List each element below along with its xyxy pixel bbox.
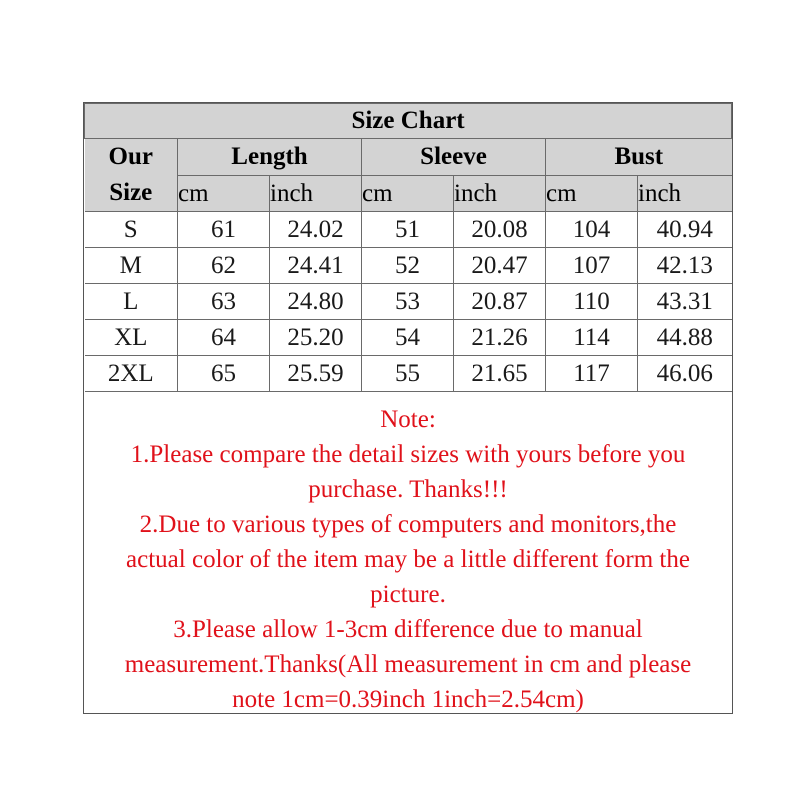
sleeve-header: Sleeve [362,139,546,176]
table-cell: 63 [178,284,270,320]
unit-bust-cm: cm [546,176,638,212]
table-cell: 21.65 [454,356,546,392]
note-line: purchase. Thanks!!! [308,476,508,503]
table-cell: 55 [362,356,454,392]
note-line: picture. [370,581,446,608]
table-row [85,212,732,248]
size-cell: 2XL [85,356,178,392]
our-size-line-2: Size [109,179,153,206]
size-cell: L [85,284,178,320]
table-row [85,320,732,356]
table-cell: 54 [362,320,454,356]
table-cell: 20.87 [454,284,546,320]
table-cell: 114 [546,320,638,356]
table-cell: 64 [178,320,270,356]
table-cell: 53 [362,284,454,320]
bust-header: Bust [546,139,732,176]
table-cell: 110 [546,284,638,320]
table-cell: 24.41 [270,248,362,284]
note-line: measurement.Thanks(All measurement in cm and please [124,651,692,678]
our-size-line-1: Our [108,143,153,170]
notes-section [84,392,732,717]
table-cell: 61 [178,212,270,248]
table-cell: 25.20 [270,320,362,356]
table-cell: 107 [546,248,638,284]
table-cell: 20.47 [454,248,546,284]
table-cell: 25.59 [270,356,362,392]
table-cell: 52 [362,248,454,284]
note-line: note 1cm=0.39inch 1inch=2.54cm) [232,686,584,713]
table-cell: 43.31 [638,284,732,320]
unit-bust-inch: inch [638,176,732,212]
table-cell: 42.13 [638,248,732,284]
size-cell: S [85,212,178,248]
table-row [85,284,732,320]
unit-sleeve-cm: cm [362,176,454,212]
table-cell: 21.26 [454,320,546,356]
size-cell: M [85,248,178,284]
table-cell: 51 [362,212,454,248]
unit-length-cm: cm [178,176,270,212]
table-cell: 65 [178,356,270,392]
table-row [85,248,732,284]
note-line: 1.Please compare the detail sizes with yours before you [130,441,686,468]
table-cell: 44.88 [638,320,732,356]
unit-length-inch: inch [270,176,362,212]
chart-title: Size Chart [85,104,732,139]
table-cell: 62 [178,248,270,284]
table-cell: 117 [546,356,638,392]
note-heading: Note: [380,406,436,433]
table-cell: 46.06 [638,356,732,392]
note-line: 2.Due to various types of computers and monitors,the [139,511,677,538]
length-header: Length [178,139,362,176]
note-line: actual color of the item may be a little different form the [126,546,690,573]
table-cell: 104 [546,212,638,248]
table-cell: 24.02 [270,212,362,248]
table-cell: 40.94 [638,212,732,248]
unit-sleeve-inch: inch [454,176,546,212]
table-cell: 24.80 [270,284,362,320]
our-size-header [85,139,178,212]
table-cell: 20.08 [454,212,546,248]
size-cell: XL [85,320,178,356]
table-row [85,356,732,392]
size-chart-sheet [83,102,733,714]
size-table [84,103,732,392]
note-line: 3.Please allow 1-3cm difference due to manual [173,616,643,643]
